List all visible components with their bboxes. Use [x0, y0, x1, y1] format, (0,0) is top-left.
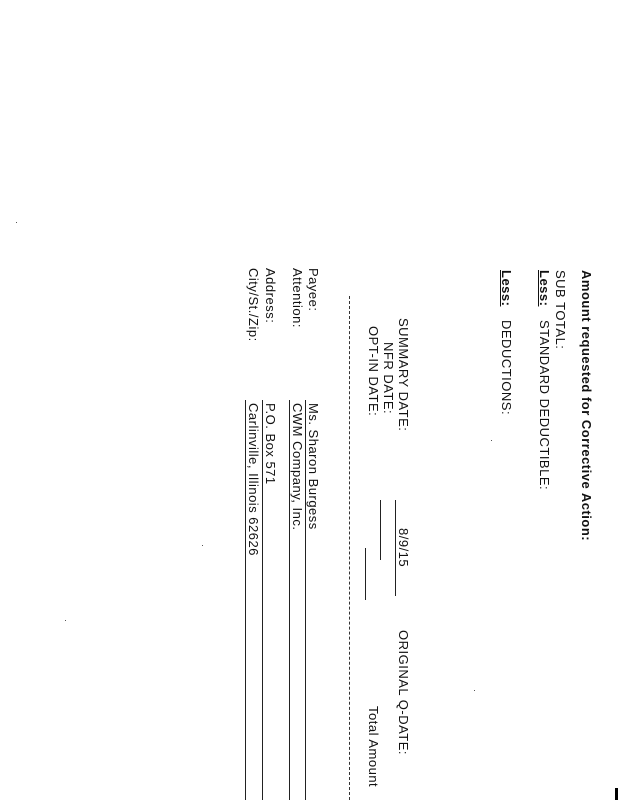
total-amount-label: Total Amount: [366, 706, 381, 788]
payee-label: Payee:: [306, 268, 321, 312]
city-value: Carlinville, Illinois 62626: [246, 403, 261, 556]
summary-date-value: 8/9/15: [396, 528, 411, 568]
payee-value: Ms. Sharon Burgess: [306, 403, 321, 530]
sub-total-label: SUB TOTAL:: [553, 270, 568, 350]
amount-requested-label: Amount requested for Corrective Action:: [579, 270, 594, 542]
scan-speck: [491, 440, 492, 441]
standard-deductible-label: STANDARD DEDUCTIBLE:: [537, 320, 552, 491]
city-label: City/St./Zip:: [246, 268, 261, 342]
less-label-2: Less:: [499, 270, 514, 307]
address-underline: [262, 400, 263, 800]
less-label: Less:: [537, 270, 552, 307]
summary-date-label: SUMMARY DATE:: [396, 318, 411, 432]
scan-speck: [65, 620, 66, 621]
scan-speck: [16, 222, 17, 223]
nfr-date-underline: [380, 500, 381, 560]
scan-speck: [474, 690, 475, 691]
payee-underline: [305, 400, 306, 800]
address-label: Address:: [263, 268, 278, 324]
nfr-date-label: NFR DATE:: [381, 342, 396, 415]
opt-in-date-underline: [365, 548, 366, 600]
opt-in-date-label: OPT-IN DATE:: [366, 326, 381, 417]
attention-value: CWM Company, Inc.: [290, 403, 305, 531]
city-underline: [245, 400, 246, 800]
original-q-date-label: ORIGINAL Q-DATE:: [396, 630, 411, 756]
scan-speck: [202, 545, 203, 546]
attention-label: Attention:: [290, 268, 305, 328]
address-value: P.O. Box 571: [263, 403, 278, 485]
summary-date-underline: [395, 500, 396, 596]
section-divider-top: [349, 296, 350, 800]
deductions-label: DEDUCTIONS:: [499, 320, 514, 416]
attention-underline: [289, 400, 290, 800]
